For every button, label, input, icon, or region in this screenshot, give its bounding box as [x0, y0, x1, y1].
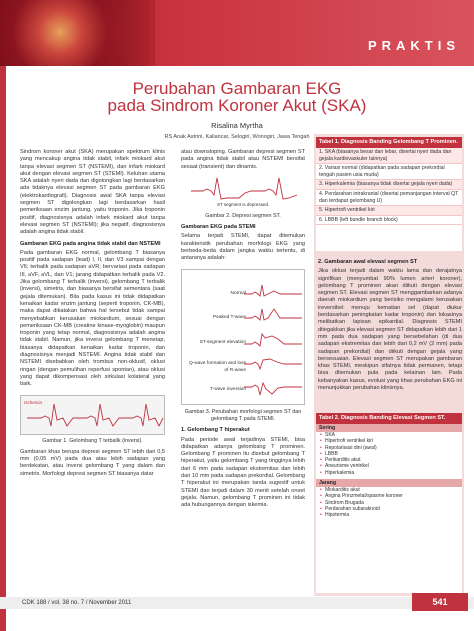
figure-1-t-wave-inversion: [20, 395, 165, 435]
figure-1-caption: Gambar 1. Gelombang T terbalik (inversi).: [42, 437, 143, 444]
column-1: [20, 149, 165, 482]
section-heading: Gambaran EKG pada STEMI: [181, 224, 256, 231]
paragraph: Gambaran khas berupa depresi segmen ST lebih dari 0,5 mm (0,05 mV) pada dua atau lebih sadapan yang berdekatan, atau inversi gelombang T yang dalam dan simetris. Morfologi depresi segmen ST biasanya datar: [20, 448, 165, 477]
figure-2-st-depression: [181, 175, 305, 211]
list-item: • Miokarditis akut: [316, 487, 462, 493]
figure-3-caption: Gambar 3. Perubahan morfologi segmen ST dan gelombang T pada STEMI.: [184, 408, 302, 422]
figure-label: Peaked T-wave: [213, 314, 246, 320]
page-number: 541: [412, 593, 468, 611]
ecg-trace: [244, 308, 302, 322]
table-title: Tabel 2. Diagnosis Banding Elevasi Segmen ST.: [316, 413, 462, 424]
heart-illustration: [0, 0, 150, 66]
table-row: 2. Variasi normal (didapatkan pada sadapan prekordial tengah pasien usia muda): [316, 164, 462, 180]
list-item: • Hipotermia: [316, 512, 462, 518]
list-item: • Sindrom Brugada: [316, 500, 462, 506]
paragraph: Sindrom koroner akut (SKA) merupakan spektrum klinis yang mencakup angina tidak stabil, infark miokard akut tanpa elevasi segmen ST (NSTEMI), dan infark miokard akut dengan elevasi segmen ST (STEMI). Keluhan utama SKA adalah nyeri dada dan digolongkan lagi berdasarkan ada tidaknya elevasi segmen ST pada gambaran EKG (elektrokardiografi). Diagnosis awal SKA tanpa elevasi segmen ST digolongkan lagi berdasarkan hasil pemeriksaan enzim jantung, yaitu troponin. Jika troponin positif, diagnosisnya adalah infark miokard akut tanpa elevasi segmen ST (NSTEMI); jika negatif, diagnosisnya adalah angina tidak stabil.: [20, 149, 165, 236]
column-3: [318, 256, 462, 396]
list-item: • Perikarditis akut: [316, 457, 462, 463]
figure-label: Q-wave formation and loss of R-wave: [188, 360, 246, 373]
list-item: • Repolarisasi dini (awal): [316, 445, 462, 451]
figure-label: Normal: [230, 290, 246, 296]
ecg-trace: [244, 382, 302, 396]
author-affiliation: RS Anak Astrini, Kaliancar, Selogiri, Wonogiri, Jawa Tengah: [164, 134, 310, 140]
paragraph: atau downsloping. Gambaran depresi segmen ST pada angina tidak stabil atau NSTEMI bersifat sesaat (transient) dan dinamis.: [181, 149, 305, 170]
ecg-trace: [21, 396, 166, 436]
table-1: [316, 137, 462, 251]
list-item: • SKA: [316, 432, 462, 438]
table-section-header: Sering: [316, 424, 462, 432]
ecg-trace: [244, 356, 302, 370]
column-2: [181, 149, 305, 514]
figure-label: T-wave inversion: [210, 386, 246, 392]
paragraph: Jika oklusi terjadi dalam waktu lama dan derajatnya signifikan (menyumbat 90% lumen arteri koroner), gelombang T prominen akan diikuti dengan elevasi segmen ST. Elevasi segmen ST menggambarkan adanya daerah miokardium yang berisiko mengalami kerusakan ireversibel menuju kematian sel (dapat diukur berdasarkan peningkatan kadar troponin) dan lokasinya melibatkan lapisan epikardial. Diagnosis STEMI ditegakkan jika elevasi segmen ST didapatkan lebih dari 1 mm pada dua sadapan yang bersebelahan (di dua sadapan ekstremitas dan lebih dari 0,2 mV (2 mm) pada sadapan prekordial) dan diikuti dengan gejala yang bersesuaian. Elevasi segmen ST merupakan gambaran khas STEMI, meskipun sifatnya tidak permanen, tetapi bisa ditemukan pula pada kelainan lain. Pada kebanyakan kasus, evolusi yang khas perubahan EKG ini menunjukkan perubahan klinisnya.: [318, 268, 462, 392]
table-section-header: Jarang: [316, 479, 462, 487]
section-heading: Gambaran EKG pada angina tidak stabil dan NSTEMI: [20, 240, 161, 247]
table-row: 6. LBBB (left bundle branch block): [316, 216, 462, 226]
article-title-line-1: Perubahan Gambaran EKG: [132, 79, 342, 98]
paragraph: Pada periode awal terjadinya STEMI, bisa didapatkan adanya gelombang T prominen. Gelombang T prominen itu disebut gelombang T hiperakut, yaitu gelombang T yang tingginya lebih dari 6 mm pada sadapan ekstremitas dan lebih dari 10 mm pada sadapan prekordial. Gelombang T hiperakut ini merupakan tanda sugestif untuk STEMI dan terjadi dalam 30 menit setelah onset gejala. Namun, gelombang T prominen ini tidak ada hubungannya dengan iskemia.: [181, 436, 305, 509]
article-title-line-2: pada Sindrom Koroner Akut (SKA): [107, 96, 367, 115]
list-item: • Perdarahan subaraknoid: [316, 506, 462, 512]
section-heading: 2. Gambaran awal elevasi segmen ST: [318, 259, 418, 265]
table-row: 3. Hiperkalemia (biasanya tidak disertai gejala nyeri dada): [316, 180, 462, 190]
figure-tag: Ischemia: [24, 399, 43, 405]
figure-2-caption: Gambar 2. Depresi segmen ST.: [205, 212, 281, 219]
paragraph: Pada gambaran EKG normal, gelombang T biasanya positif pada sadapan (lead) I, II, dan V3 sampai dengan V6; terbalik pada sadapan aVR; bervariasi pada sadapan III, aVF, aVL, dan V1; jarang didapatkan terbalik pada V2. Jika gelombang T terbalik (inversi), gelombang T terbalik (inversi), simetris, dan biasanya bersifat sementara (saat gejala ditemukan). Bila pada kasus ini tidak didapatkan kenaikan kadar enzim jantung (seperti troponin, CK-MB), maka dapat dikatakan bahwa hal tersebut tidak sampai menyebabkan kerusakan miokardium, sesuai dengan pemeriksaan CK-MB (creatine kinase-myoglobin) maupun troponin yang tetap normal, diagnosisnya adalah angina tidak stabil. Namun, jika inversi gelombang T menetap, biasanya didapatkan kenaikan kadar troponin, dan diagnosisnya menjadi NSTEMI. Angina tidak stabil dan NSTEMI disebabkan oleh trombus non-oklusif, oklusi ringan (dengan pemulihan reperfusi spontan), atau oklusi yang dapat dikompensasi oleh sirkulasi kolateral yang baik.: [20, 249, 165, 388]
section-heading: 1. Gelombang T hiperakut: [181, 427, 250, 434]
table-2: [316, 413, 462, 593]
left-edge-bar: [0, 66, 6, 631]
figure-label: ST-segment elevation: [199, 339, 246, 345]
figure-label: ST segment is depressed.: [217, 201, 270, 207]
section-rubric: PRAKTIS: [367, 38, 460, 53]
ecg-trace: [181, 175, 305, 201]
list-item: • Angina Prinzmetal/spasme koroner: [316, 493, 462, 499]
table-row: 4. Perdarahan intrakranial (disertai pemanjangan interval QT dan terdapat gelombang U): [316, 190, 462, 206]
list-item: • Aneurisme ventrikel: [316, 463, 462, 469]
author-name: Risalina Myrtha: [211, 121, 263, 130]
header-banner: [0, 0, 474, 66]
ecg-trace: [244, 284, 302, 298]
list-item: • Hiperkalemia: [316, 470, 462, 476]
list-item: • Hipertrofi ventrikel kiri: [316, 438, 462, 444]
journal-citation: CDK 188 / vol. 38 no. 7 / November 2011: [22, 600, 132, 606]
list-item: • LBBB: [316, 451, 462, 457]
paragraph: Selama terjadi STEMI, dapat ditemukan karakteristik perubahan morfologi EKG yang berbeda-beda dalam jangka waktu tertentu, di antaranya adalah:: [181, 233, 305, 262]
figure-3-stemi-evolution: [181, 269, 305, 405]
table-title: Tabel 1. Diagnosis Banding Gelombang T Prominen.: [316, 137, 462, 148]
table-row: 1. SKA (biasanya besar dan lebar, disertai nyeri dada dan gejala kardiovaskuler lainnya): [316, 148, 462, 164]
table-row: 5. Hipertrofi ventrikel kiri: [316, 206, 462, 216]
ecg-trace: [244, 333, 302, 347]
